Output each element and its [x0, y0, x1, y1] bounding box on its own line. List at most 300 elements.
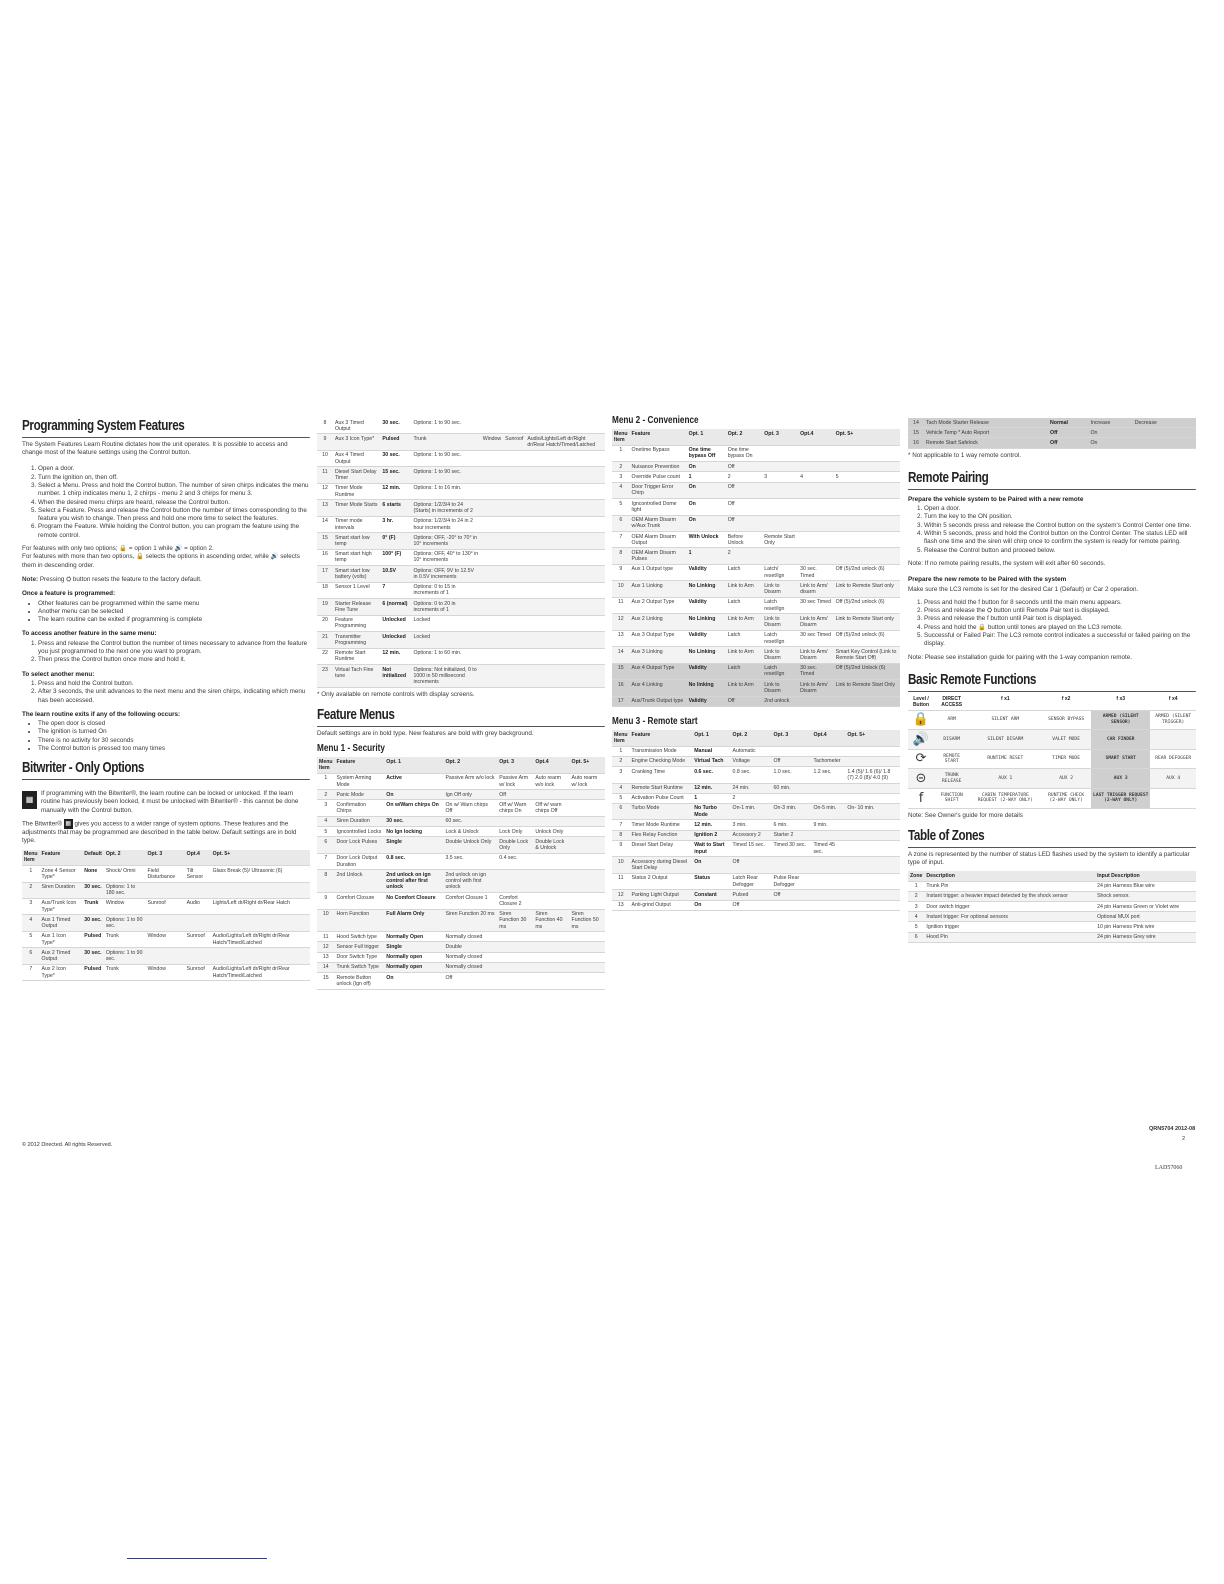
table-cell: 2 — [317, 790, 335, 800]
table-cell: Options: 1/2/3/4 to 24 in 2 hour increments — [411, 516, 480, 532]
table-cell: Off w/ warn chirps Off — [533, 800, 569, 816]
table-cell: Aux 4 Timed Output — [333, 450, 380, 466]
step: 1. Open a door. — [38, 465, 310, 473]
table-cell: Link to Remote Start only — [834, 581, 900, 597]
table-cell — [834, 548, 900, 564]
table-cell: Link to Arm/ Disarm — [798, 647, 833, 663]
table-cell: Siren Function 50 ms — [570, 909, 605, 932]
table-cell: Voltage — [731, 756, 772, 766]
table-cell — [503, 582, 525, 598]
table-row — [612, 581, 900, 597]
table-row — [317, 450, 605, 466]
table-cell: Window — [104, 898, 146, 914]
table-cell — [533, 853, 569, 869]
table-cell — [570, 893, 605, 909]
disarm-icon: 🔊 — [908, 730, 934, 750]
table-cell: Passive Arm w/o lock — [443, 773, 497, 789]
table-cell: Flex Relay Function — [630, 830, 693, 840]
table-cell: AUX 3 — [1091, 769, 1150, 789]
table-row — [317, 790, 605, 800]
table-cell: Trunk Switch Type — [335, 962, 385, 972]
table-cell: Smart Key Control (Link to Remote Start Off) — [834, 647, 900, 663]
menu3-table — [612, 730, 900, 911]
table-cell — [570, 790, 605, 800]
table-cell — [570, 973, 605, 989]
table-cell — [762, 548, 798, 564]
table-row — [317, 837, 605, 853]
table-cell: Off — [1048, 428, 1088, 438]
table-cell: Optional MUX port — [1095, 912, 1196, 922]
table-cell — [1189, 438, 1196, 448]
table-cell — [525, 566, 605, 582]
column-header: Zone — [908, 871, 924, 881]
table-cell — [798, 499, 833, 515]
table-cell: Aux/Trunk Icon Type* — [40, 898, 83, 914]
table-cell: Constant — [692, 890, 730, 900]
table-cell — [1181, 438, 1188, 448]
table-cell: 0.4 sec. — [497, 853, 533, 869]
table-cell: Validity — [687, 696, 726, 706]
table-cell — [525, 467, 605, 483]
table-cell — [503, 467, 525, 483]
table-cell: 14 — [317, 516, 333, 532]
table-row — [317, 516, 605, 532]
table-cell: Status — [692, 873, 730, 889]
table-cell: 12 — [612, 890, 630, 900]
table-cell: Door Trigger Error Chirp — [630, 482, 687, 498]
table-cell: Double — [443, 942, 497, 952]
table-cell: Smart start low battery (volts) — [333, 566, 380, 582]
table-cell: 12 min. — [692, 783, 730, 793]
table-cell: Engine Checking Mode — [630, 756, 693, 766]
table-cell: Unlocked — [380, 632, 411, 648]
table-cell — [845, 840, 900, 856]
once-title: Once a feature is programmed: — [22, 590, 116, 598]
list-item: • Another menu can be selected — [38, 608, 310, 616]
table-cell — [834, 696, 900, 706]
basic-functions-title: Basic Remote Functions — [908, 670, 1196, 692]
table-cell: Hood Pin — [924, 932, 1095, 942]
list-item: • Other features can be programmed within the same menu — [38, 600, 310, 608]
programming-steps — [22, 465, 310, 540]
table-cell: Latch — [726, 630, 763, 646]
table-cell — [1181, 428, 1188, 438]
column-header: f x1 — [969, 695, 1041, 711]
table-cell: 1 — [687, 548, 726, 564]
table-cell: Lock Only — [497, 827, 533, 837]
table-cell: On w/Warn chirps On — [384, 800, 443, 816]
table-cell: 6 min. — [772, 820, 812, 830]
feature-menus-intro: Default settings are in bold type. New features are bold with grey background. — [317, 729, 534, 737]
table-row — [612, 767, 900, 783]
table-row — [317, 816, 605, 826]
table-cell: 14 — [612, 647, 630, 663]
column-header: DIRECT ACCESS — [934, 695, 969, 711]
table-cell: Options: 1 to 180 sec. — [104, 882, 146, 898]
table-cell — [211, 915, 310, 931]
step: 2. Press and release the ⛭ button until Remote Pair text is displayed. — [924, 607, 1196, 615]
table-cell: Double Lock Only — [497, 837, 533, 853]
table-cell: No Linking — [687, 647, 726, 663]
table-row — [317, 909, 605, 932]
table-cell: 11 — [612, 873, 630, 889]
table-cell — [772, 900, 812, 910]
table-cell: 9 — [612, 840, 630, 856]
table-cell: 4 — [317, 816, 335, 826]
table-cell — [525, 500, 605, 516]
table-cell — [533, 942, 569, 952]
table-cell: One time bypass Off — [687, 445, 726, 461]
table-cell — [570, 870, 605, 893]
table-cell: System Arming Mode — [335, 773, 385, 789]
table-cell: Lock & Unlock — [443, 827, 497, 837]
bitwriter-table — [22, 850, 310, 982]
table-cell — [481, 665, 503, 688]
select-steps — [22, 680, 310, 705]
table-cell: Field Disturbance — [146, 866, 185, 882]
table-cell: 7 — [380, 582, 411, 598]
bitwriter-p2: The Bitwriter® ▦ gives you access to a wider range of system options. These features and the adjustments that may be programmed are described in the table below. Default settings are in bold type. — [22, 820, 297, 845]
table-cell — [503, 599, 525, 615]
table-cell — [503, 483, 525, 499]
step: 1. Press and hold the Control button. — [38, 680, 310, 688]
table-cell: Auto rearm w/ lock — [570, 773, 605, 789]
bitwriter-icon: ▦ — [22, 791, 37, 809]
table-cell: Pulsed — [82, 931, 104, 947]
table-cell: Link to Disarm — [762, 680, 798, 696]
table-cell: On — [1089, 438, 1133, 448]
table-cell: Accessory 2 — [731, 830, 772, 840]
table-cell — [570, 800, 605, 816]
table-cell: On — [687, 499, 726, 515]
table-cell: Off — [726, 499, 763, 515]
table-row — [317, 483, 605, 499]
table-cell: On w/ Warn chirps Off — [443, 800, 497, 816]
table-row — [612, 803, 900, 819]
table-cell — [503, 516, 525, 532]
table-cell: 17 — [612, 696, 630, 706]
table-row — [612, 900, 900, 910]
table-cell: Normally open — [384, 962, 443, 972]
table-cell: Manual — [692, 746, 730, 756]
column-header: Opt. 5+ — [211, 850, 310, 866]
table-cell: Window — [146, 964, 185, 980]
table-row — [612, 680, 900, 696]
table-cell: Options: 1 to 90 sec. — [411, 418, 480, 434]
doc-code: QRN5704 2012-08 — [1149, 1126, 1196, 1132]
table-cell: 7 — [22, 964, 40, 980]
table-cell: Off — [731, 900, 772, 910]
table-cell — [762, 499, 798, 515]
table-cell — [570, 942, 605, 952]
table-cell: 12 min. — [380, 483, 411, 499]
table-cell: Decrease — [1133, 418, 1181, 428]
table-cell — [798, 696, 833, 706]
table-cell: 1.0 sec. — [772, 767, 812, 783]
table-row — [908, 438, 1196, 448]
table-cell: CABIN TEMPERATURE REQUEST (2-WAY ONLY) — [969, 789, 1041, 809]
table-cell: REMOTE START — [934, 749, 969, 769]
table-cell: Ign Off only — [443, 790, 497, 800]
table-cell: Audio/Lights/Left dr/Right dr/Rear Hatch/Timed/Latched — [211, 931, 310, 947]
step: 2. Turn the ignition on, then off. — [38, 474, 310, 482]
table-cell: 13 — [612, 630, 630, 646]
table-cell: With Unlock — [687, 532, 726, 548]
one-way-note: * Not applicable to 1 way remote control. — [908, 451, 1022, 459]
table-cell: Options: Not initialized, 0 to 1000 in 50 millisecond increments — [411, 665, 480, 688]
table-cell: On-3 min. — [772, 803, 812, 819]
table-cell — [570, 932, 605, 942]
table-cell: ARMED (SILENT SENSOR) — [1091, 710, 1150, 730]
table-cell: Pulse Rear Defogger — [772, 873, 812, 889]
table-row — [317, 800, 605, 816]
table-cell — [798, 445, 833, 461]
table-row — [612, 830, 900, 840]
table-cell — [845, 900, 900, 910]
table-cell: Remote Start Safelock — [924, 438, 1048, 448]
table-cell: 1 — [692, 793, 730, 803]
table-cell: Sunroof — [185, 964, 211, 980]
table-cell: Not initialized — [380, 665, 411, 688]
table-cell: 30 sec. — [380, 418, 411, 434]
table-cell: 17 — [317, 566, 333, 582]
table-cell: Override Pulse count — [630, 472, 687, 482]
list-item: • There is no activity for 30 seconds — [38, 737, 310, 745]
table-cell: 3 — [908, 902, 924, 912]
programming-intro: The System Features Learn Routine dictates how the unit operates. It is possible to access and change most of the feature settings using the Control button. — [22, 440, 288, 457]
prep-remote-steps — [908, 599, 1196, 649]
step: 4. Press and hold the 🔒 button until tones are played on the LC3 remote. — [924, 624, 1196, 632]
table-cell: 0.6 sec. — [692, 767, 730, 783]
table-cell: 2 — [612, 462, 630, 472]
table-cell: 6 — [22, 948, 40, 964]
table-row — [612, 890, 900, 900]
table-cell: Comfort Closure 1 — [443, 893, 497, 909]
table-row — [908, 922, 1196, 932]
table-cell: 30 sec. — [82, 948, 104, 964]
table-cell — [1133, 438, 1181, 448]
table-cell — [503, 533, 525, 549]
table-cell: Timer mode intervals — [333, 516, 380, 532]
table-cell: 15 — [612, 663, 630, 679]
function-icon: f — [908, 789, 934, 809]
table-cell: VALET MODE — [1041, 730, 1091, 750]
table-cell: Options: 1 to 16 min. — [411, 483, 480, 499]
table-cell: Ignition 2 — [692, 830, 730, 840]
table-row — [317, 434, 605, 450]
table-cell: Normally open — [384, 952, 443, 962]
table-cell: No Turbo Mode — [692, 803, 730, 819]
table-cell: Normal — [1048, 418, 1088, 428]
copyright: © 2012 Directed. All rights Reserved. — [22, 1142, 113, 1148]
table-cell: Tilt Sensor — [185, 866, 211, 882]
table-cell: Link to Disarm — [762, 581, 798, 597]
table-cell — [811, 793, 845, 803]
menu3-title: Menu 3 - Remote start — [612, 715, 698, 727]
table-row — [612, 696, 900, 706]
table-cell — [481, 648, 503, 664]
table-cell: 13 — [612, 900, 630, 910]
table-cell: Diesel Start Delay Timer — [333, 467, 380, 483]
table-cell: Off — [443, 973, 497, 989]
table-cell: 14 — [908, 418, 924, 428]
table-cell: Off — [726, 462, 763, 472]
table-row — [908, 710, 1196, 730]
table-cell: 11 — [317, 467, 333, 483]
table-cell: 6 (normal) — [380, 599, 411, 615]
table-cell: 14 — [317, 962, 335, 972]
table-cell: 30 sec. — [82, 882, 104, 898]
table-cell — [525, 516, 605, 532]
table-cell: On- 10 min. — [845, 803, 900, 819]
table-cell: 8 — [317, 418, 333, 434]
table-cell — [798, 548, 833, 564]
table-cell: 24 pin Harness Blue wire — [1095, 881, 1196, 891]
table-cell: Transmitter Programming — [333, 632, 380, 648]
table-cell: Trunk — [104, 931, 146, 947]
column-header: Default — [82, 850, 104, 866]
table-row — [317, 549, 605, 565]
table-cell: Wait to Start input — [692, 840, 730, 856]
remote-start-icon: ⟳ — [908, 749, 934, 769]
table-cell: Validity — [687, 663, 726, 679]
table-cell: Off — [497, 790, 533, 800]
table-cell: Locked — [411, 615, 480, 631]
table-cell — [481, 599, 503, 615]
table-cell: On — [384, 790, 443, 800]
table-cell: 0° (F) — [380, 533, 411, 549]
table-cell: 5 — [22, 931, 40, 947]
table-row — [612, 630, 900, 646]
table-cell: 15 — [317, 973, 335, 989]
table-cell — [211, 882, 310, 898]
table-cell: 12 — [317, 942, 335, 952]
table-row — [612, 482, 900, 498]
table-row — [908, 881, 1196, 891]
table-cell: 3 — [22, 898, 40, 914]
table-cell: 6 starts — [380, 500, 411, 516]
programming-title: Programming System Features — [22, 416, 310, 438]
table-cell: 0.8 sec. — [384, 853, 443, 869]
table-cell — [481, 418, 503, 434]
table-cell: No Linking — [687, 614, 726, 630]
column-header: Input Description — [1095, 871, 1196, 881]
table-cell — [503, 500, 525, 516]
table-cell — [533, 962, 569, 972]
table-cell — [497, 932, 533, 942]
table-cell: Link to Arm — [726, 614, 763, 630]
table-cell: Passive Arm w/ lock — [497, 773, 533, 789]
table-cell — [570, 837, 605, 853]
table-cell: Off — [772, 890, 812, 900]
table-cell: On — [687, 515, 726, 531]
table-cell: Status 2 Output — [630, 873, 693, 889]
table-cell — [1150, 789, 1196, 809]
table-row — [317, 932, 605, 942]
table-cell — [811, 900, 845, 910]
table-cell: 9 — [317, 893, 335, 909]
table-row — [317, 952, 605, 962]
table-cell: Hood Switch type — [335, 932, 385, 942]
options-note-1: For features with only two options; 🔒 = option 1 while 🔊 = option 2. — [22, 545, 214, 553]
table-cell — [503, 632, 525, 648]
table-cell: 4 — [908, 912, 924, 922]
table-row — [612, 857, 900, 873]
column-header: Opt. 2 — [726, 429, 763, 445]
table-cell: 30 sec Timed — [798, 630, 833, 646]
table-row — [317, 467, 605, 483]
reset-note — [22, 576, 310, 584]
column-header: Opt. 1 — [384, 757, 443, 773]
page-number: 2 — [1182, 1136, 1186, 1142]
table-cell: Starter 2 — [772, 830, 812, 840]
table-cell: One time bypass On — [726, 445, 763, 461]
table-cell: Normally closed — [443, 952, 497, 962]
table-cell — [481, 615, 503, 631]
exit-title: The learn routine exits if any of the following occurs: — [22, 710, 181, 718]
table-cell — [481, 500, 503, 516]
list-item: • The learn routine can be exited if programming is complete — [38, 616, 310, 624]
table-cell: Nuisance Prevention — [630, 462, 687, 472]
table-cell: 16 — [317, 549, 333, 565]
table-cell: Aux 3 Icon Type* — [333, 434, 380, 450]
column-header: Opt.4 — [185, 850, 211, 866]
table-cell — [772, 793, 812, 803]
table-cell: 30 sec. — [82, 915, 104, 931]
column-header: Level / Button — [908, 695, 934, 711]
table-cell: 2 — [726, 548, 763, 564]
table-cell — [834, 499, 900, 515]
table-cell: 30 sec Timed — [798, 597, 833, 613]
column-header: f x3 — [1091, 695, 1150, 711]
table-cell: 2 — [612, 756, 630, 766]
table-cell: 30 sec. Timed — [798, 663, 833, 679]
table-row — [317, 665, 605, 688]
display-footnote: * Only available on remote controls with display screens. — [317, 690, 475, 698]
table-row — [612, 783, 900, 793]
column-header: Opt. 2 — [443, 757, 497, 773]
table-cell: 18 — [317, 582, 333, 598]
step: 5. Select a Feature. Press and release the Control button the number of times corresponding to the feature you wish to change. Then press and hold one more time to select the features. — [38, 507, 310, 524]
table-cell: Link to Disarm — [762, 647, 798, 663]
table-cell: Pulsed — [380, 434, 411, 450]
table-cell — [503, 566, 525, 582]
table-cell: 1 — [687, 472, 726, 482]
table-cell: Pulsed — [82, 964, 104, 980]
table-cell: 13 — [317, 500, 333, 516]
table-cell: Door Lock Output Duration — [335, 853, 385, 869]
basic-functions-table — [908, 695, 1196, 809]
table-cell: 10 — [612, 857, 630, 873]
table-cell: Double Unlock Only — [443, 837, 497, 853]
table-cell: Vehicle Temp * Auto Report — [924, 428, 1048, 438]
table-cell — [481, 483, 503, 499]
column-header: Opt. 1 — [692, 730, 730, 746]
table-cell: Link to Arm — [726, 647, 763, 663]
table-cell: 8 — [317, 870, 335, 893]
table-row — [317, 893, 605, 909]
table-cell — [811, 830, 845, 840]
table-cell: Validity — [687, 630, 726, 646]
prep-vehicle-title: Prepare the vehicle system to be Paired with a new remote — [908, 495, 1084, 503]
table-cell — [503, 615, 525, 631]
table-cell: ARMED (SILENT TRIGGER) — [1150, 710, 1196, 730]
table-row — [612, 663, 900, 679]
bitwriter-p1: ▦ If programming with the Bitwriter®, the learn routine can be locked or unlocked. If the learn routine has previously been locked, it must be unlocked with Bitwriter® - this cannot be done manually with the Control button. — [22, 790, 310, 815]
table-cell — [185, 882, 211, 898]
table-cell: No Ign locking — [384, 827, 443, 837]
table-row — [908, 902, 1196, 912]
